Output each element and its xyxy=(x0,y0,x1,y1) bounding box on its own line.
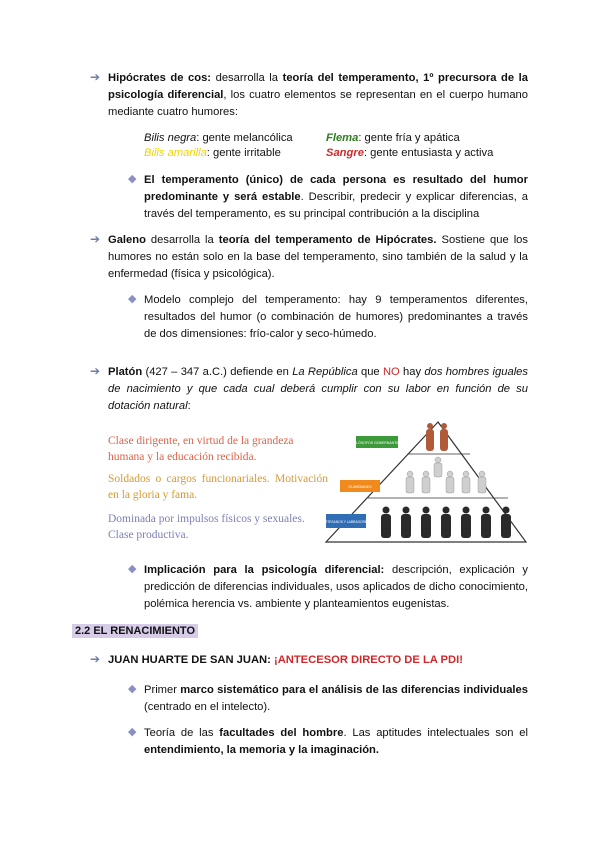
text: desarrolla la xyxy=(211,72,283,84)
platon-paragraph xyxy=(108,364,528,415)
section-heading: 2.2 EL RENACIMIENTO xyxy=(72,624,198,638)
plato-pyramid-figure xyxy=(320,418,530,546)
tag-guardianes-label: GUARDIANES xyxy=(348,485,372,489)
implicacion-bullet xyxy=(144,562,528,613)
implicacion-text: descripción, explicación y predicción de diferencias individuales, usos aplicados de dicho conocimiento, polémica herencia vs. ambiente y planteamientos eugenistas. xyxy=(144,564,529,610)
humor-desc: : gente irritable xyxy=(206,147,281,159)
humor-name: Bilis negra xyxy=(144,132,197,144)
bullet-bold: El temperamento (único) de cada persona es resultado del humor predominante y será estable xyxy=(144,174,528,203)
text: , los cuatro elementos se representan en el cuerpo humano mediante cuatro humores: xyxy=(108,89,528,118)
text: : xyxy=(187,400,191,412)
huarte-paragraph xyxy=(108,652,528,669)
galeno-bullet: Modelo complejo del temperamento: hay 9 temperamentos diferentes, resultados del humor (o combinación de humores) predominantes a través de dos dimensiones: frío-calor y seco-húmedo. xyxy=(144,294,528,340)
arrow-icon: ➔ xyxy=(90,70,101,84)
text: (centrado en el intelecto). xyxy=(144,701,271,713)
galeno-bold: teoría del temperamento de Hipócrates. xyxy=(218,234,437,246)
platon-lead: Platón xyxy=(108,366,143,378)
diamond-bullet-icon: ◆ xyxy=(128,726,137,738)
tag-gobernantes-label: FILÓSOFOS GOBERNANTES xyxy=(353,441,401,445)
book-title: La República xyxy=(292,366,358,378)
hipocrates-bullet xyxy=(144,172,528,223)
humor-name: Flema xyxy=(326,132,359,144)
class-dirigente-text: Clase dirigente, en virtud de la grandeza humana y la educación recibida. xyxy=(108,435,294,463)
class-productiva-text: Dominada por impulsos físicos y sexuales. Clase productiva. xyxy=(108,513,305,541)
humor-name: Sangre xyxy=(326,147,364,159)
diamond-bullet-icon: ◆ xyxy=(128,563,137,575)
hipocrates-theory: teoría del temperamento, 1º precursora de la psicología diferencial xyxy=(108,72,528,101)
humor-bilis-amarilla xyxy=(144,145,324,162)
text: que xyxy=(357,366,383,378)
arrow-icon: ➔ xyxy=(90,232,101,246)
bullet-bold: entendimiento, la memoria y la imaginación. xyxy=(144,744,379,756)
galeno-lead: Galeno xyxy=(108,234,146,246)
humor-desc: : gente melancólica xyxy=(196,132,293,144)
text: hay xyxy=(399,366,425,378)
diamond-bullet-icon: ◆ xyxy=(128,173,137,185)
bullet-text: . Describir, predecir y explicar diferencias, a través del temperamento, es su principal contribución a la disciplina xyxy=(144,191,529,220)
hipocrates-paragraph xyxy=(108,70,528,121)
implicacion-bold: Implicación para la psicología diferencial: xyxy=(144,564,385,576)
text: Sostiene que los humores no están solo en la base del temperamento, sino también de la salud y la enfermedad (física y psicológica). xyxy=(108,234,528,280)
platon-italic: dos hombres iguales de nacimiento y que cada cual deberá cumplir con su labor en función de su dotación natural xyxy=(108,366,528,412)
humor-name: Bilis amarilla xyxy=(144,147,207,159)
diamond-bullet-icon: ◆ xyxy=(128,683,137,695)
galeno-paragraph xyxy=(108,232,528,283)
philosopher-figures xyxy=(426,423,448,451)
text: desarrolla la xyxy=(145,234,219,246)
bullet-bold: marco sistemático para el análisis de las diferencias individuales xyxy=(180,684,528,696)
arrow-icon: ➔ xyxy=(90,364,101,378)
hipocrates-lead: Hipócrates de cos: xyxy=(108,72,212,84)
bullet-bold: facultades del hombre xyxy=(219,727,344,739)
huarte-bullet-1 xyxy=(144,682,528,716)
huarte-bullet-2 xyxy=(144,725,528,759)
tag-artesanos-label: ARTESANOS Y LABRADORES xyxy=(322,520,370,524)
humor-desc: : gente entusiasta y activa xyxy=(363,147,494,159)
huarte-red: ¡ANTECESOR DIRECTO DE LA PDI! xyxy=(273,654,463,666)
text: Primer xyxy=(144,684,181,696)
arrow-icon: ➔ xyxy=(90,652,101,666)
guardian-figures xyxy=(406,457,486,493)
huarte-lead: JUAN HUARTE DE SAN JUAN: xyxy=(108,654,274,666)
text: Teoría de las xyxy=(144,727,220,739)
text: . Las aptitudes intelectuales son el xyxy=(343,727,528,739)
text: (427 – 347 a.C.) defiende en xyxy=(142,366,293,378)
class-soldados-text: Soldados o cargos funcionariales. Motivación en la gloria y fama. xyxy=(108,473,328,501)
diamond-bullet-icon: ◆ xyxy=(128,293,137,305)
no-highlight: NO xyxy=(382,366,400,378)
worker-figures xyxy=(381,507,511,539)
humor-sangre xyxy=(326,145,526,162)
humor-desc: : gente fría y apática xyxy=(358,132,460,144)
